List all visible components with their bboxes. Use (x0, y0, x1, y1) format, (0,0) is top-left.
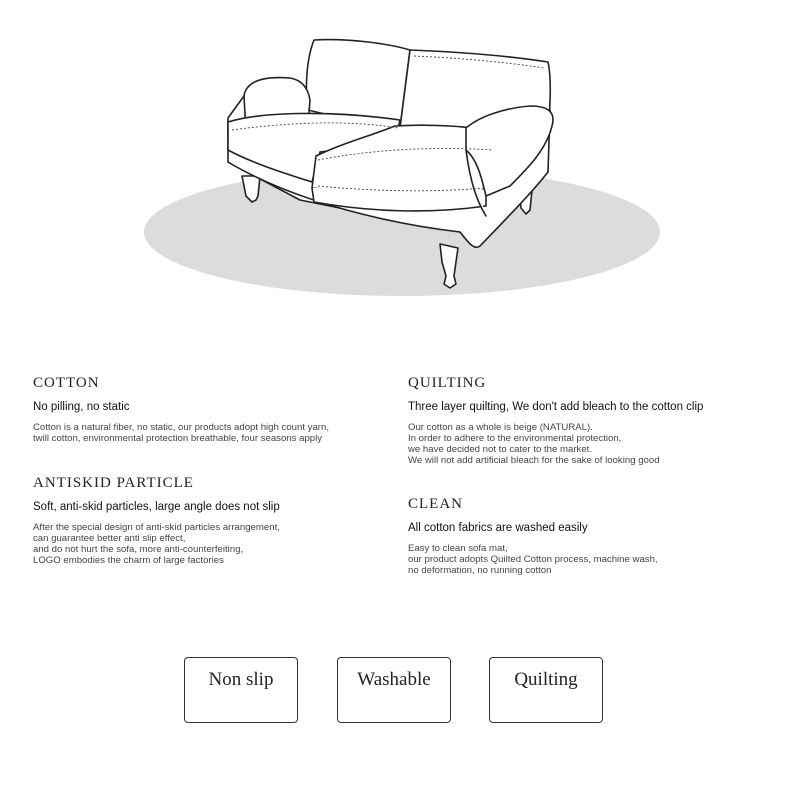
quilting-body (408, 422, 768, 466)
cotton-title: COTTON (33, 375, 100, 391)
antiskid-subtitle: Soft, anti-skid particles, large angle does not slip (33, 501, 280, 513)
antiskid-body-line: After the special design of anti-skid particles arrangement, (33, 522, 280, 533)
clean-body-line: Easy to clean sofa mat, (408, 543, 508, 554)
antiskid-body-line: LOGO embodies the charm of large factories (33, 555, 224, 566)
quilting-body-line: In order to adhere to the environmental protection, (408, 433, 622, 444)
quilting-body-line: we have decided not to cater to the market. (408, 444, 592, 455)
quilting-body-line: Our cotton as a whole is beige (NATURAL). (408, 422, 593, 433)
clean-subtitle: All cotton fabrics are washed easily (408, 522, 588, 534)
cotton-body-line: twill cotton, environmental protection breathable, four seasons apply (33, 433, 323, 444)
quilting-subtitle: Three layer quilting, We don't add bleach to the cotton clip (408, 401, 704, 413)
antiskid-body-line: can guarantee better anti slip effect, (33, 533, 186, 544)
cotton-body (33, 422, 393, 444)
antiskid-body (33, 522, 393, 566)
quilting-body-line: We will not add artificial bleach for the sake of looking good (408, 455, 660, 466)
feature-button-non-slip[interactable]: Non slip (184, 657, 298, 723)
section-antiskid (33, 475, 393, 566)
cotton-body-line: Cotton is a natural fiber, no static, our products adopt high count yarn, (33, 422, 329, 433)
cotton-subtitle: No pilling, no static (33, 401, 130, 413)
section-cotton (33, 375, 393, 444)
section-clean (408, 496, 768, 576)
clean-title: CLEAN (408, 496, 463, 512)
antiskid-title: ANTISKID PARTICLE (33, 475, 194, 491)
clean-body-line: no deformation, no running cotton (408, 565, 552, 576)
clean-body (408, 543, 768, 576)
feature-button-quilting[interactable]: Quilting (489, 657, 603, 723)
quilting-title: QUILTING (408, 375, 487, 391)
clean-body-line: our product adopts Quilted Cotton process, machine wash, (408, 554, 658, 565)
antiskid-body-line: and do not hurt the sofa, more anti-counterfeiting, (33, 544, 244, 555)
feature-button-washable[interactable]: Washable (337, 657, 451, 723)
section-quilting (408, 375, 768, 466)
sofa-illustration (0, 0, 790, 320)
